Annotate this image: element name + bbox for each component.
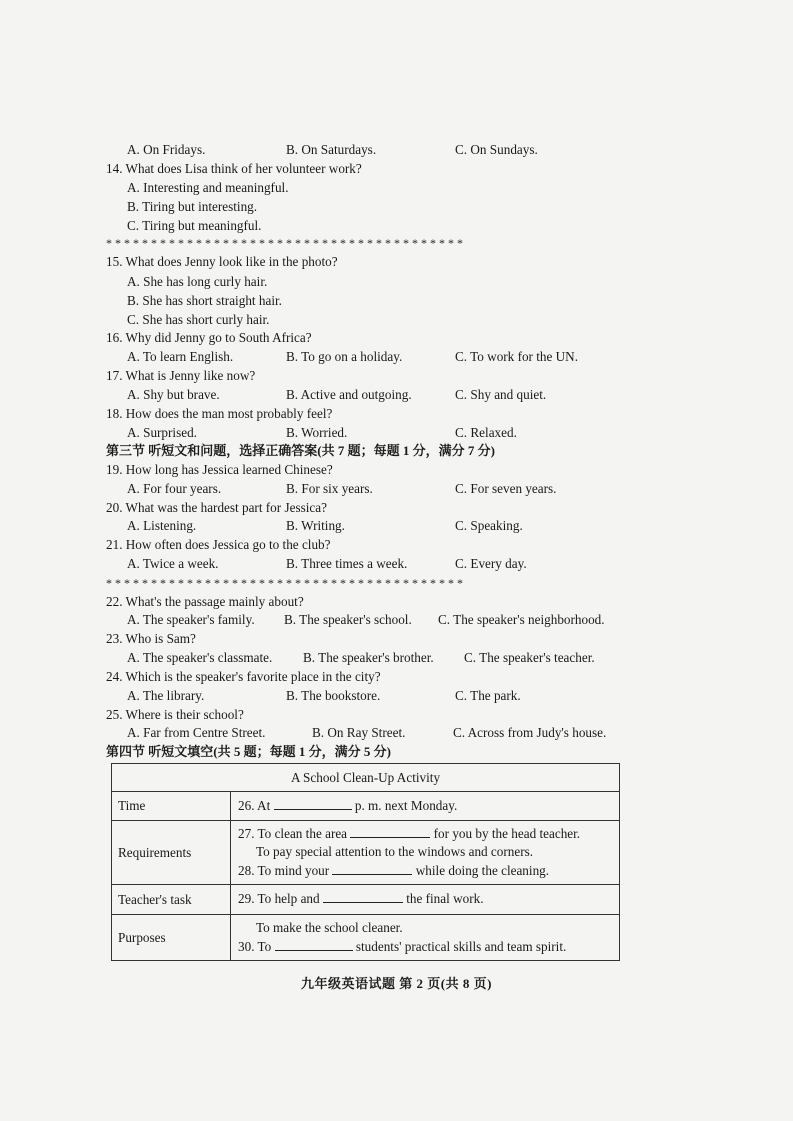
answer-blank-27[interactable] bbox=[350, 826, 430, 838]
option-b: B. The speaker's school. bbox=[284, 612, 412, 627]
item-30: 30. To students' practical skills and team spirit. bbox=[238, 938, 567, 954]
row-label-purposes: Purposes bbox=[112, 915, 231, 961]
row-content bbox=[231, 885, 620, 915]
star-divider: * * * * * * * * * * * * * * * * * * * * * * * * * * * * * * * * * * * * * * * * bbox=[106, 236, 463, 250]
section-4-heading: 第四节 听短文填空(共 5 题；每题 1 分，满分 5 分) bbox=[106, 744, 391, 759]
option-b: B. The bookstore. bbox=[286, 688, 381, 703]
answer-blank-26[interactable] bbox=[274, 798, 352, 810]
option-c: C. Shy and quiet. bbox=[455, 387, 547, 402]
item-29: 29. To help and the final work. bbox=[238, 891, 484, 907]
option-a: A. Shy but brave. bbox=[127, 387, 220, 402]
option-c: C. Tiring but meaningful. bbox=[127, 218, 262, 233]
option-a: A. Far from Centre Street. bbox=[127, 725, 266, 740]
option-b: B. Worried. bbox=[286, 425, 348, 440]
option-c: C. She has short curly hair. bbox=[127, 312, 270, 327]
question-21: 21. How often does Jessica go to the club? bbox=[106, 537, 331, 552]
question-23: 23. Who is Sam? bbox=[106, 631, 196, 646]
row-label-time: Time bbox=[112, 792, 231, 821]
option-c: C. The speaker's teacher. bbox=[464, 650, 595, 665]
row-label-requirements: Requirements bbox=[112, 821, 231, 885]
option-a: A. She has long curly hair. bbox=[127, 274, 268, 289]
item-27: 27. To clean the area for you by the head teacher. bbox=[238, 825, 581, 841]
option-a: A. For four years. bbox=[127, 481, 222, 496]
option-b: B. On Saturdays. bbox=[286, 142, 377, 157]
table-row bbox=[112, 885, 620, 915]
answer-blank-28[interactable] bbox=[332, 863, 412, 875]
page-footer: 九年级英语试题 第 2 页(共 8 页) bbox=[301, 976, 492, 991]
option-b: B. Active and outgoing. bbox=[286, 387, 412, 402]
table-title: A School Clean-Up Activity bbox=[112, 764, 620, 792]
option-b: B. The speaker's brother. bbox=[303, 650, 434, 665]
question-16: 16. Why did Jenny go to South Africa? bbox=[106, 330, 312, 345]
requirement-note: To pay special attention to the windows and corners. bbox=[256, 844, 534, 860]
option-c: C. Speaking. bbox=[455, 518, 523, 533]
question-14: 14. What does Lisa think of her volunteer work? bbox=[106, 161, 362, 176]
star-divider: * * * * * * * * * * * * * * * * * * * * * * * * * * * * * * * * * * * * * * * * bbox=[106, 576, 463, 590]
option-c: C. The speaker's neighborhood. bbox=[438, 612, 605, 627]
option-c: C. On Sundays. bbox=[455, 142, 538, 157]
option-a: A. The speaker's family. bbox=[127, 612, 255, 627]
option-c: C. To work for the UN. bbox=[455, 349, 579, 364]
question-15: 15. What does Jenny look like in the photo? bbox=[106, 254, 338, 269]
option-a: A. Listening. bbox=[127, 518, 197, 533]
table-row bbox=[112, 821, 620, 885]
clean-up-activity-table bbox=[111, 763, 620, 961]
row-content bbox=[231, 915, 620, 961]
question-20: 20. What was the hardest part for Jessica? bbox=[106, 500, 327, 515]
answer-blank-30[interactable] bbox=[275, 939, 353, 951]
purpose-note: To make the school cleaner. bbox=[256, 920, 403, 935]
question-22: 22. What's the passage mainly about? bbox=[106, 594, 304, 609]
option-b: B. To go on a holiday. bbox=[286, 349, 403, 364]
question-24: 24. Which is the speaker's favorite place in the city? bbox=[106, 669, 381, 684]
option-b: B. Writing. bbox=[286, 518, 345, 533]
option-b: B. For six years. bbox=[286, 481, 373, 496]
row-content bbox=[231, 821, 620, 885]
question-25: 25. Where is their school? bbox=[106, 707, 244, 722]
option-a: A. The speaker's classmate. bbox=[127, 650, 273, 665]
item-28: 28. To mind your while doing the cleaning. bbox=[238, 862, 550, 878]
row-content bbox=[231, 792, 620, 821]
option-a: A. On Fridays. bbox=[127, 142, 206, 157]
option-c: C. The park. bbox=[455, 688, 521, 703]
option-c: C. Relaxed. bbox=[455, 425, 517, 440]
answer-blank-29[interactable] bbox=[323, 891, 403, 903]
option-b: B. On Ray Street. bbox=[312, 725, 406, 740]
option-a: A. Interesting and meaningful. bbox=[127, 180, 289, 195]
question-18: 18. How does the man most probably feel? bbox=[106, 406, 333, 421]
table-row bbox=[112, 915, 620, 961]
item-26: 26. At p. m. next Monday. bbox=[238, 797, 458, 813]
option-c: C. Across from Judy's house. bbox=[453, 725, 607, 740]
option-a: A. Surprised. bbox=[127, 425, 197, 440]
row-label-teachers-task: Teacher's task bbox=[112, 885, 231, 915]
question-19: 19. How long has Jessica learned Chinese? bbox=[106, 462, 333, 477]
option-b: B. Three times a week. bbox=[286, 556, 408, 571]
option-b: B. Tiring but interesting. bbox=[127, 199, 258, 214]
option-c: C. Every day. bbox=[455, 556, 527, 571]
option-a: A. The library. bbox=[127, 688, 205, 703]
section-3-heading: 第三节 听短文和问题，选择正确答案(共 7 题；每题 1 分，满分 7 分) bbox=[106, 443, 495, 458]
option-a: A. To learn English. bbox=[127, 349, 234, 364]
table-row bbox=[112, 792, 620, 821]
option-a: A. Twice a week. bbox=[127, 556, 219, 571]
option-b: B. She has short straight hair. bbox=[127, 293, 282, 308]
question-17: 17. What is Jenny like now? bbox=[106, 368, 256, 383]
option-c: C. For seven years. bbox=[455, 481, 557, 496]
